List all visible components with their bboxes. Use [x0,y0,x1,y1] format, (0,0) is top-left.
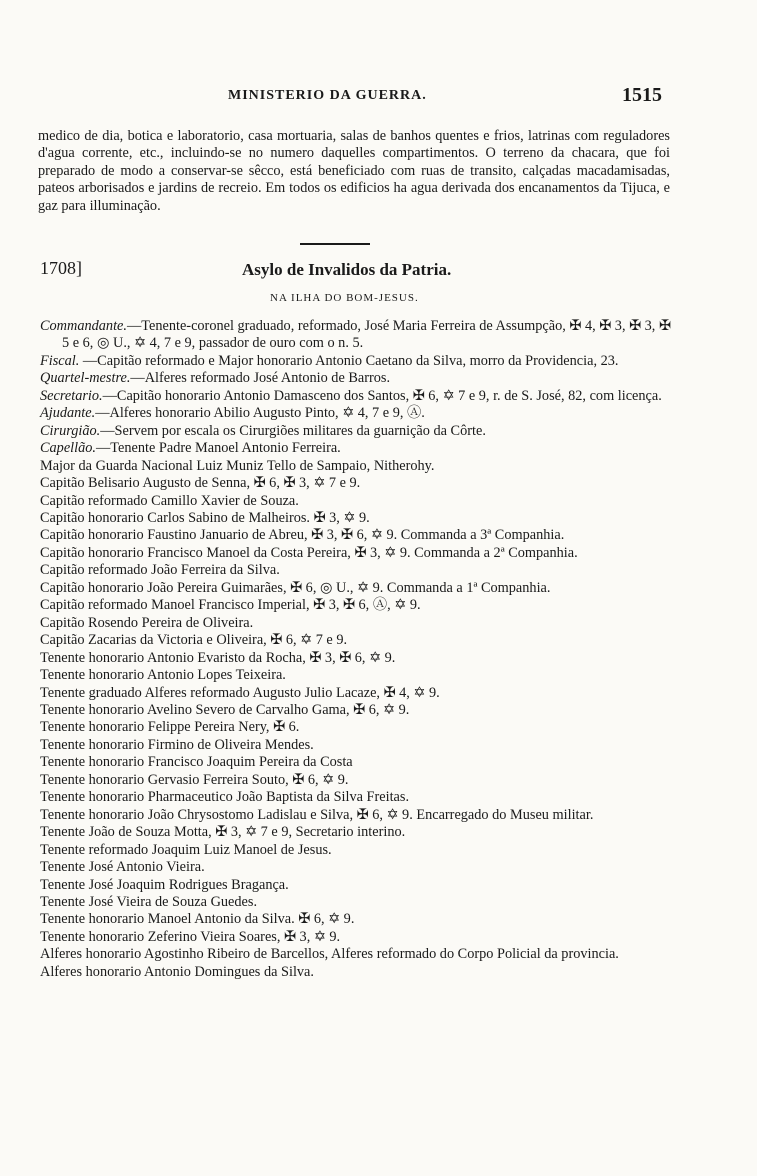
entry-text: Capitão honorario Carlos Sabino de Malheiros. ✠ 3, ✡ 9. [40,509,370,526]
entry-text: Tenente José Vieira de Souza Guedes. [40,893,258,910]
entry-text: —Capitão reformado e Major honorario Antonio Caetano da Silva, morro da Providencia, 23. [79,352,619,369]
entry-text: Tenente reformado Joaquim Luiz Manoel de Jesus. [40,841,332,858]
entry-text: Capitão Rosendo Pereira de Oliveira. [40,614,254,631]
list-item [40,894,680,911]
entry-text: Tenente honorario Zeferino Vieira Soares, ✠ 3, ✡ 9. [40,928,341,945]
entry-text: Tenente honorario Avelino Severo de Carvalho Gama, ✠ 6, ✡ 9. [40,701,410,718]
list-item [40,423,680,440]
entry-text: Tenente José Antonio Vieira. [40,859,205,876]
list-item [40,754,680,771]
entry-text: Capitão Belisario Augusto de Senna, ✠ 6, ✠ 3, ✡ 7 e 9. [40,475,361,492]
running-title: MINISTERIO DA GUERRA. [228,88,427,103]
entry-text: Capitão Zacarias da Victoria e Oliveira, ✠ 6, ✡ 7 e 9. [40,632,348,649]
list-item [40,632,680,649]
section-divider [300,243,370,245]
entry-text: Tenente graduado Alferes reformado Augusto Julio Lacaze, ✠ 4, ✡ 9. [40,684,440,701]
entry-text: —Alferes honorario Abilio Augusto Pinto, ✡ 4, 7 e 9, Ⓐ. [95,405,425,422]
entry-role: Cirurgião. [40,422,101,439]
list-item [40,772,680,789]
entry-text: Alferes honorario Agostinho Ribeiro de Barcellos, Alferes reformado do Corpo Policial da provincia. [40,946,619,963]
list-item [40,789,680,806]
staff-list [40,318,680,981]
entry-text: Tenente honorario Firmino de Oliveira Mendes. [40,736,314,753]
entry-text: Tenente honorario Gervasio Ferreira Souto, ✠ 6, ✡ 9. [40,771,349,788]
list-item [40,562,680,579]
list-item [40,824,680,841]
list-item [40,318,680,353]
list-item [40,702,680,719]
entry-text: Tenente José Joaquim Rodrigues Bragança. [40,876,289,893]
list-item [40,964,680,981]
page-header [0,84,757,112]
entry-text: Tenente honorario Pharmaceutico João Baptista da Silva Freitas. [40,789,410,806]
entry-text: Capitão reformado Camillo Xavier de Souza. [40,492,299,509]
list-item [40,475,680,492]
list-item [40,615,680,632]
page-number: 1515 [622,84,662,106]
entry-text: Tenente honorario Antonio Evaristo da Rocha, ✠ 3, ✠ 6, ✡ 9. [40,649,396,666]
list-item [40,667,680,684]
entry-text: Tenente honorario Francisco Joaquim Pereira da Costa [40,754,353,771]
list-item [40,685,680,702]
entry-text: Tenente honorario Felippe Pereira Nery, ✠ 6. [40,719,300,736]
list-item [40,946,680,963]
list-item [40,911,680,928]
list-item [40,527,680,544]
entry-text: Capitão honorario Francisco Manoel da Costa Pereira, ✠ 3, ✡ 9. Commanda a 2ª Companhia. [40,544,578,561]
list-item [40,458,680,475]
list-item [40,545,680,562]
list-item [40,719,680,736]
entry-text: Capitão reformado João Ferreira da Silva. [40,562,280,579]
entry-text: Major da Guarda Nacional Luiz Muniz Tello de Sampaio, Nitherohy. [40,457,435,474]
intro-text: medico de dia, botica e laboratorio, casa mortuaria, salas de banhos quentes e frios, latrinas com reguladores d'agua corrente, etc., incluindo-se no numero daquelles compartimentos. O terreno da chacara, que foi preparado de modo a conservar-se sêcco, está beneficiado com ruas de transito, calçadas macadamisadas, pateos arborisados e jardins de recreio. Em todos os edificios ha agua derivada dos encanamentos da Tijuca, e gaz para illuminação. [38,128,670,214]
section-subtitle: NA ILHA DO BOM-JESUS. [270,292,419,304]
list-item [40,440,680,457]
entry-text: Tenente honorario Manoel Antonio da Silva. ✠ 6, ✡ 9. [40,911,355,928]
entry-number: 1708] [40,258,82,278]
entry-text: Capitão reformado Manoel Francisco Imperial, ✠ 3, ✠ 6, Ⓐ, ✡ 9. [40,597,421,614]
entry-text: —Capitão honorario Antonio Damasceno dos Santos, ✠ 6, ✡ 7 e 9, r. de S. José, 82, com licença. [102,387,662,404]
list-item [40,650,680,667]
list-item [40,370,680,387]
entry-text: Tenente honorario João Chrysostomo Ladislau e Silva, ✠ 6, ✡ 9. Encarregado do Museu militar. [40,806,594,823]
list-item [40,877,680,894]
entry-role: Commandante. [40,318,127,334]
list-item [40,859,680,876]
list-item [40,493,680,510]
list-item [40,737,680,754]
entry-role: Capellão. [40,440,96,457]
entry-role: Fiscal. [40,352,80,369]
entry-role: Ajudante. [40,405,96,422]
entry-role: Secretario. [40,387,103,404]
entry-text: Capitão honorario João Pereira Guimarães, ✠ 6, ◎ U., ✡ 9. Commanda a 1ª Companhia. [40,579,551,596]
entry-text: Alferes honorario Antonio Domingues da Silva. [40,963,314,980]
list-item [40,842,680,859]
entry-text: —Servem por escala os Cirurgiões militares da guarnição da Côrte. [100,422,486,439]
entry-text: —Alferes reformado José Antonio de Barros. [130,370,391,387]
list-item [40,580,680,597]
section-title: Asylo de Invalidos da Patria. [242,260,452,279]
list-item [40,353,680,370]
entry-text: —Tenente-coronel graduado, reformado, José Maria Ferreira de Assumpção, ✠ 4, ✠ 3, ✠ 3, ✠ 5 e 6, ◎ U., ✡ 4, 7 e 9, passador de ouro com o n. 5. [62,318,671,352]
entry-text: —Tenente Padre Manoel Antonio Ferreira. [96,440,341,457]
entry-text: Capitão honorario Faustino Januario de Abreu, ✠ 3, ✠ 6, ✡ 9. Commanda a 3ª Companhia. [40,527,565,544]
list-item [40,929,680,946]
list-item [40,405,680,422]
intro-paragraph [38,128,670,215]
entry-text: Tenente honorario Antonio Lopes Teixeira. [40,667,286,684]
list-item [40,388,680,405]
entry-role: Quartel-mestre. [40,370,131,387]
list-item [40,807,680,824]
list-item [40,510,680,527]
entry-text: Tenente João de Souza Motta, ✠ 3, ✡ 7 e 9, Secretario interino. [40,824,406,841]
list-item [40,597,680,614]
